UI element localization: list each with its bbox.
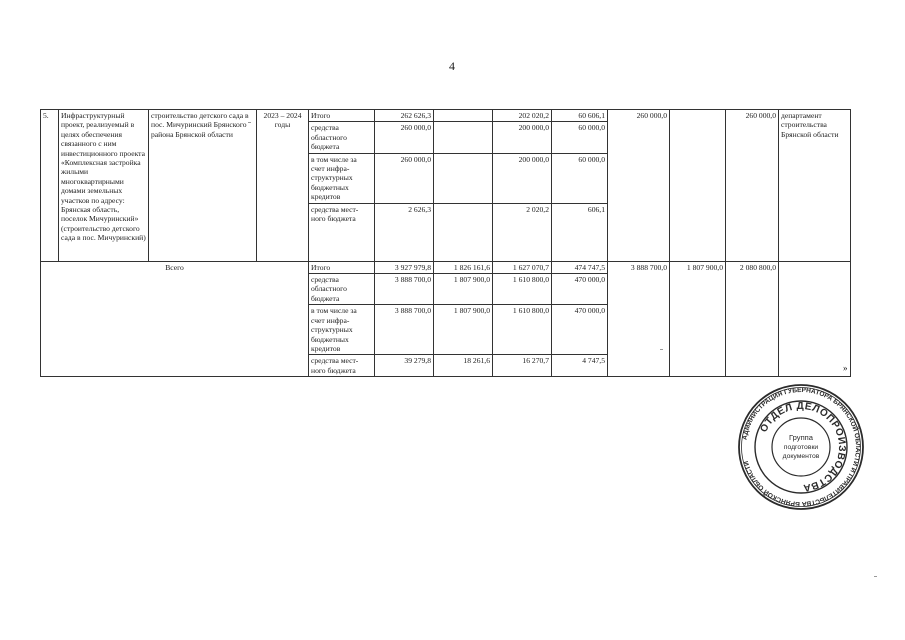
source-label: Итого bbox=[309, 261, 375, 273]
scan-speck bbox=[248, 122, 251, 123]
cell-value: 1 627 070,7 bbox=[493, 261, 552, 273]
cell-value: 260 000,0 bbox=[375, 122, 434, 153]
scan-speck bbox=[874, 576, 877, 577]
stamp-outer-text: АДМИНИСТРАЦИЯ ГУБЕРНАТОРА БРЯНСКОЙ ОБЛАСТИ И ПРАВИТЕЛЬСТВА БРЯНСКОЙ ОБЛАСТИ bbox=[741, 386, 862, 508]
stamp-center-line: документов bbox=[782, 453, 820, 460]
cell-value bbox=[670, 110, 726, 262]
cell-value: 260 000,0 bbox=[375, 153, 434, 203]
cell-value: 60 000,0 bbox=[552, 153, 608, 203]
cell-value bbox=[434, 110, 493, 122]
cell-value bbox=[434, 203, 493, 261]
cell-value: 202 020,2 bbox=[493, 110, 552, 122]
source-label: средства областного бюджета bbox=[309, 274, 375, 305]
cell-value: 1 807 900,0 bbox=[434, 305, 493, 355]
stamp-center-line: подготовки bbox=[783, 444, 819, 451]
responsible-executor: департамент строительства Брянской области bbox=[779, 110, 851, 262]
cell-value: 3 888 700,0 bbox=[375, 305, 434, 355]
stamp-ring-text: ОТДЕЛ ДЕЛОПРОИЗВОДСТВА bbox=[758, 400, 848, 494]
cell-value: 3 888 700,0 bbox=[375, 274, 434, 305]
table-row bbox=[41, 110, 851, 122]
official-stamp bbox=[737, 383, 865, 511]
scan-speck bbox=[660, 349, 663, 350]
source-label: в том числе за счет инфра-структурных бюджетных кредитов bbox=[309, 153, 375, 203]
page-number: 4 bbox=[449, 59, 455, 73]
cell-value bbox=[434, 122, 493, 153]
stamp-center-line: Группа bbox=[788, 433, 814, 442]
cell-value: 200 000,0 bbox=[493, 122, 552, 153]
cell-value: 16 270,7 bbox=[493, 355, 552, 377]
project-name: Инфраструктурный проект, реализуемый в целях обеспечения связанного с ним инвестиционного проекта «Комплексная застройка жилыми многоквартирными домами земельных участков по адресу: Брянская область, поселок Мичуринский» (строительство детского сада в пос. Мичуринский) bbox=[59, 110, 149, 262]
object-name: строительство детского сада в пос. Мичуринский Брянского района Брянской области bbox=[149, 110, 257, 262]
source-label: средства мест-ного бюджета bbox=[309, 355, 375, 377]
cell-value: 260 000,0 bbox=[726, 110, 779, 262]
cell-value: 1 826 161,6 bbox=[434, 261, 493, 273]
cell-value: 470 000,0 bbox=[552, 274, 608, 305]
source-label: в том числе за счет инфра-структурных бюджетных кредитов bbox=[309, 305, 375, 355]
table-row bbox=[41, 261, 851, 273]
cell-value: 2 020,2 bbox=[493, 203, 552, 261]
cell-value: 606,1 bbox=[552, 203, 608, 261]
cell-value: 200 000,0 bbox=[493, 153, 552, 203]
cell-value: 1 610 800,0 bbox=[493, 305, 552, 355]
stamp-seal-icon bbox=[737, 383, 865, 511]
cell-value: 260 000,0 bbox=[608, 110, 670, 262]
cell-value: 3 927 979,8 bbox=[375, 261, 434, 273]
source-label: средства областного бюджета bbox=[309, 122, 375, 153]
cell-value: 60 606,1 bbox=[552, 110, 608, 122]
cell-value: 2 080 800,0 bbox=[726, 261, 779, 376]
cell-value: 474 747,5 bbox=[552, 261, 608, 273]
cell-value: 1 610 800,0 bbox=[493, 274, 552, 305]
cell-value: 262 626,3 bbox=[375, 110, 434, 122]
implementation-period: 2023 – 2024 годы bbox=[257, 110, 309, 262]
cell-value: 39 279,8 bbox=[375, 355, 434, 377]
closing-quote: » bbox=[843, 363, 848, 373]
source-label: Итого bbox=[309, 110, 375, 122]
cell-value: 1 807 900,0 bbox=[670, 261, 726, 376]
row-number: 5. bbox=[41, 110, 59, 262]
cell-value: 2 626,3 bbox=[375, 203, 434, 261]
cell-value: 470 000,0 bbox=[552, 305, 608, 355]
cell-value: 1 807 900,0 bbox=[434, 274, 493, 305]
total-label: Всего bbox=[41, 261, 309, 376]
budget-table bbox=[40, 109, 851, 377]
cell-value: 60 000,0 bbox=[552, 122, 608, 153]
responsible-executor bbox=[779, 261, 851, 376]
cell-value bbox=[434, 153, 493, 203]
cell-value: 3 888 700,0 bbox=[608, 261, 670, 376]
cell-value: 18 261,6 bbox=[434, 355, 493, 377]
source-label: средства мест-ного бюджета bbox=[309, 203, 375, 261]
cell-value: 4 747,5 bbox=[552, 355, 608, 377]
